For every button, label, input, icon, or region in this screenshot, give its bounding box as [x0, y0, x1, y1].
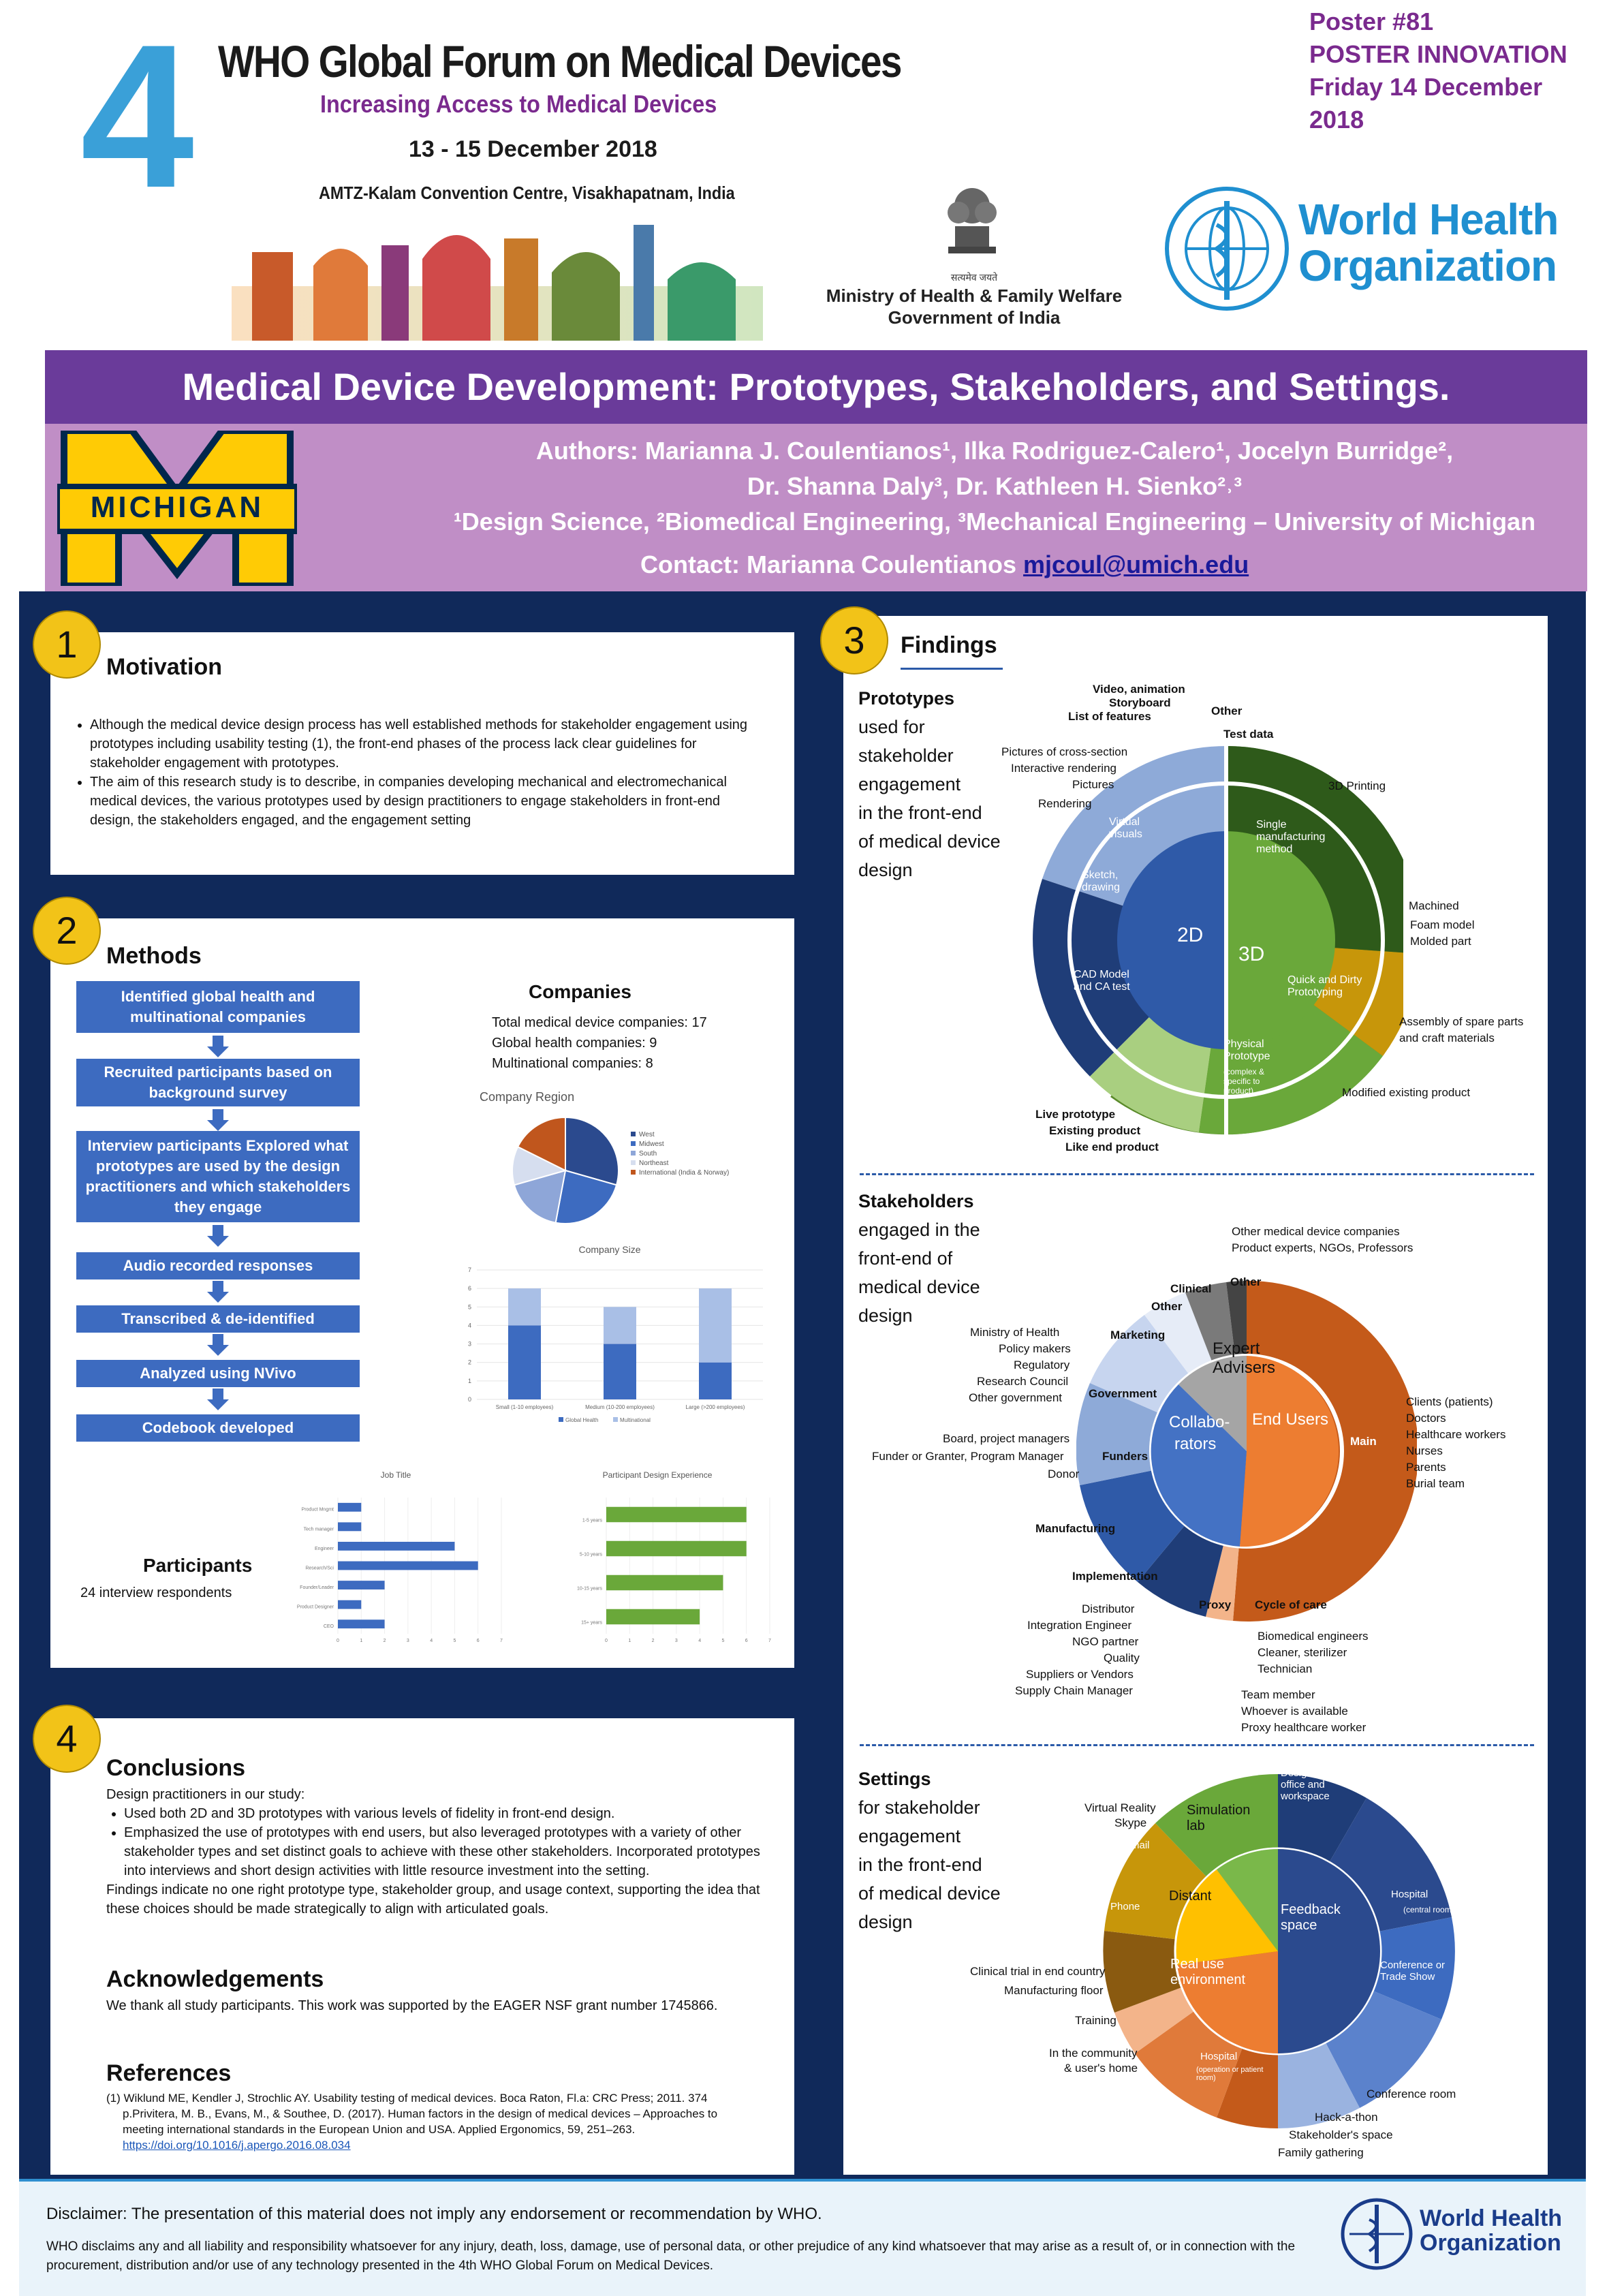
tick-label: 1: [467, 1377, 471, 1384]
stake-label: Whoever is available: [1241, 1705, 1348, 1718]
settings-label: Clinical trial in end country: [970, 1965, 1106, 1978]
legend-label: South: [639, 1150, 657, 1158]
proto-label: Foam model: [1410, 918, 1475, 931]
category-label: Large (>200 employees): [685, 1404, 745, 1410]
legend-swatch: [631, 1151, 636, 1155]
ministry-motto: सत्यमेव जयते: [950, 272, 998, 283]
bar: [699, 1363, 732, 1399]
who-footer-name: [1420, 2206, 1562, 2255]
reference-item: p.Privitera, M. B., Evans, M., & Southee, D. (2017). Human factors in the design of medical devices – Approaches to meeting international standards in the European Union and USA. Applied Ergonomics, 59, 251–263.: [123, 2107, 718, 2136]
method-step: Recruited participants based on background survey: [76, 1059, 360, 1106]
forum-dates: 13 - 15 December 2018: [409, 136, 657, 162]
settings-inner: Real use environment: [1170, 1957, 1246, 1987]
settings-segment: (operation or patient room): [1196, 2066, 1264, 2082]
michigan-logo: [57, 431, 297, 586]
ministry-line2: Government of India: [888, 307, 1061, 328]
method-step: Audio recorded responses: [76, 1252, 360, 1279]
stake-label: Clients (patients): [1406, 1395, 1493, 1408]
tick-label: 6: [476, 1639, 480, 1643]
category-label: Research/Sci: [305, 1566, 334, 1571]
proto-label: Storyboard: [1109, 696, 1171, 709]
forum-title: WHO Global Forum on Medical Devices: [218, 36, 901, 87]
bar: [508, 1325, 541, 1399]
settings-line: design: [858, 1912, 913, 1932]
chart-title: Company Region: [480, 1090, 575, 1104]
settings-label: Skype: [1114, 1816, 1147, 1829]
conclusions-intro: Design practitioners in our study:: [106, 1787, 305, 1802]
methods-heading: Methods: [106, 943, 202, 969]
category-label: Medium (10-200 employees): [585, 1404, 655, 1410]
settings-segment: Email: [1124, 1840, 1150, 1851]
bar: [338, 1542, 454, 1551]
india-emblem-icon: [935, 179, 1010, 271]
proto-segment: Single manufacturing method: [1256, 819, 1326, 855]
stake-label: Technician: [1258, 1662, 1313, 1675]
chart-title: Job Title: [380, 1470, 411, 1480]
legend-label: West: [639, 1131, 655, 1138]
disclaimer-liability: WHO disclaims any and all liability and responsibility whatsoever for any injury, death, loss, damage, use of personal data, or other prejudice of any kind whatsoever that may arise as a result of, or in connection with the procurement, distribution and/or use of any technology presented in the 4th WHO Global Forum on Medical Devices.: [46, 2239, 1296, 2273]
conclusions-heading: Conclusions: [106, 1755, 246, 1781]
legend-swatch: [613, 1417, 618, 1422]
settings-label: Virtual Reality: [1084, 1801, 1156, 1814]
tick-label: 4: [698, 1639, 702, 1643]
proto-label: Machined: [1409, 899, 1459, 912]
prototypes-line: used for: [858, 717, 925, 737]
stake-segment: Manufacturing: [1035, 1522, 1116, 1535]
tick-label: 0: [337, 1639, 339, 1643]
poster-day: Friday 14 December: [1309, 73, 1543, 101]
prototypes-line: stakeholder: [858, 745, 954, 766]
bar: [338, 1600, 361, 1609]
stake-label: Distributor: [1082, 1602, 1135, 1615]
settings-segment: Conference or Trade Show: [1380, 1959, 1446, 1983]
settings-label: Hack-a-thon: [1315, 2111, 1378, 2124]
method-step: Identified global health and multinational companies: [76, 981, 360, 1033]
legend-swatch: [631, 1160, 636, 1165]
stake-label: Doctors: [1406, 1412, 1446, 1425]
settings-label: Family gathering: [1278, 2146, 1364, 2159]
tick-label: 2: [383, 1639, 386, 1643]
settings-segment: Hospital: [1200, 2051, 1238, 2062]
ministry-name: [817, 285, 1131, 328]
category-label: Engineer: [314, 1546, 334, 1551]
method-step: Interview participants Explored what prototypes are used by the design practitioners and which stakeholders they engage: [76, 1131, 360, 1222]
findings-heading-rule: [901, 668, 1003, 670]
contact: [640, 550, 1249, 579]
proto-label: Pictures: [1072, 778, 1114, 791]
legend-label: International (India & Norway): [639, 1169, 730, 1177]
poster-info: [1309, 5, 1582, 136]
category-label: 1-5 years: [582, 1518, 602, 1523]
tick-label: 0: [605, 1639, 608, 1643]
affiliations: ¹Design Science, ²Biomedical Engineering, ³Mechanical Engineering – University of Michigan: [453, 508, 1536, 536]
stake-label: Ministry of Health: [970, 1326, 1060, 1339]
stake-label: Research Council: [977, 1375, 1069, 1388]
conclusions-bullet: • Used both 2D and 3D prototypes with various levels of fidelity in front-end design.: [124, 1804, 767, 1823]
proto-label: Live prototype: [1035, 1108, 1116, 1121]
stake-inner: Expert Advisers: [1213, 1339, 1276, 1377]
stake-inner: Collabo-: [1169, 1413, 1230, 1431]
bar: [699, 1288, 732, 1363]
poster-title: Medical Device Development: Prototypes, Stakeholders, and Settings.: [45, 350, 1587, 424]
proto-label: Video, animation: [1093, 683, 1185, 696]
stake-label: Supply Chain Manager: [1015, 1684, 1133, 1697]
legend-label: Multinational: [620, 1417, 651, 1423]
authors-block: [436, 433, 1553, 540]
stakeholders-line: engaged in the: [858, 1220, 980, 1240]
stake-segment: Other: [1151, 1300, 1183, 1313]
proto-label: Other: [1211, 704, 1243, 717]
method-step: Analyzed using NVivo: [76, 1360, 360, 1387]
poster-number: Poster #81: [1309, 7, 1434, 35]
prototypes-subheading: [858, 684, 1001, 884]
proto-segment: CAD Model and CA test: [1074, 969, 1130, 993]
proto-label: Interactive rendering: [1011, 762, 1116, 775]
tick-label: 3: [467, 1340, 471, 1348]
settings-inner: Feedback space: [1281, 1902, 1341, 1933]
company-region-chart: [470, 1090, 783, 1240]
settings-segment: Designer's office and workspace: [1281, 1767, 1330, 1802]
stake-segment: Government: [1089, 1387, 1157, 1400]
chart-title: Company Size: [578, 1244, 641, 1255]
chart-title: Participant Design Experience: [602, 1470, 713, 1480]
motivation-heading: Motivation: [106, 654, 222, 680]
tick-label: 7: [768, 1639, 771, 1643]
category-label: 5-10 years: [579, 1552, 602, 1557]
stake-inner: rators: [1174, 1435, 1217, 1453]
prototypes-line: engagement: [858, 774, 961, 794]
tick-label: 7: [467, 1267, 471, 1273]
who-footer-line2: Organization: [1420, 2230, 1561, 2256]
category-label: Product Designer: [296, 1604, 334, 1610]
category-label: CEO: [323, 1624, 334, 1630]
forum-logo-number: 4: [80, 1, 194, 230]
stake-segment: Marketing: [1110, 1329, 1166, 1341]
proto-label: and craft materials: [1399, 1031, 1495, 1044]
tick-label: 3: [674, 1639, 678, 1643]
tick-label: 7: [500, 1639, 503, 1643]
stake-label: Proxy healthcare worker: [1241, 1721, 1367, 1734]
settings-segment: Phone: [1110, 1901, 1140, 1912]
authors-line1: Authors: Marianna J. Coulentianos¹, Ilka Rodriguez-Calero¹, Jocelyn Burridge²,: [535, 437, 1454, 465]
findings-divider: [860, 1744, 1534, 1746]
stake-label: Nurses: [1406, 1444, 1443, 1457]
method-step: Transcribed & de-identified: [76, 1305, 360, 1333]
company-size-chart: [450, 1244, 770, 1442]
settings-label: Training: [1075, 2014, 1116, 2027]
bar: [606, 1609, 700, 1625]
stake-label: Cleaner, sterilizer: [1258, 1646, 1347, 1659]
stakeholders-line: front-end of: [858, 1248, 953, 1269]
proto-label: List of features: [1068, 710, 1151, 723]
settings-inner: Simulation lab: [1187, 1803, 1251, 1833]
bar: [606, 1507, 747, 1523]
proto-label: Assembly of spare parts: [1399, 1015, 1524, 1028]
legend-swatch: [631, 1170, 636, 1175]
tick-label: 6: [467, 1285, 471, 1292]
settings-label: In the community: [1049, 2047, 1138, 2060]
proto-label: Like end product: [1065, 1141, 1159, 1153]
motivation-bullet: • Although the medical device design process has well established methods for stakeholder engagement using prototypes including usability testing (1), the front-end phases of the process lack clear guidelines for stakeholder engagement with prototypes.: [90, 715, 759, 773]
bar: [338, 1619, 385, 1628]
settings-label: Manufacturing floor: [1004, 1984, 1104, 1997]
settings-line: engagement: [858, 1826, 961, 1846]
who-line1: World Health: [1298, 195, 1559, 244]
section-number-2: 2: [33, 897, 101, 965]
conclusions-bullet: • Emphasized the use of prototypes with end users, but also leveraged prototypes with a variety of other stakeholder types and set distinct goals to achieve with these other stakeholders. Incorporated prototypes into interviews and short design activities with little resource investment into the setting.: [124, 1823, 767, 1880]
stake-label: Team member: [1241, 1688, 1315, 1701]
settings-label: & user's home: [1064, 2062, 1138, 2075]
legend-swatch: [631, 1141, 636, 1146]
who-emblem-icon: [1162, 184, 1292, 313]
reference-link[interactable]: https://doi.org/10.1016/j.apergo.2016.08.034: [123, 2139, 351, 2152]
acknowledgements-text: We thank all study participants. This work was supported by the EAGER NSF grant number 1745866.: [106, 1998, 718, 2013]
prototypes-line: design: [858, 860, 913, 880]
stake-segment: Clinical: [1170, 1282, 1212, 1295]
references-heading: References: [106, 2060, 232, 2086]
stake-label: Product experts, NGOs, Professors: [1232, 1241, 1414, 1254]
stake-segment: Cycle of care: [1255, 1598, 1327, 1611]
settings-inner: Distant: [1169, 1889, 1212, 1904]
proto-3d: 3D: [1238, 943, 1265, 965]
proto-segment: Virtual visuals: [1109, 816, 1142, 840]
proto-segment: (complex & specific to product): [1223, 1067, 1265, 1096]
category-label: Founder/Leader: [300, 1585, 334, 1590]
tick-label: 4: [430, 1639, 433, 1643]
references-text: [106, 2090, 753, 2153]
settings-segment: (central room): [1403, 1905, 1454, 1914]
companies-line: Total medical device companies: 17: [492, 1015, 707, 1030]
stake-label: Integration Engineer: [1027, 1619, 1132, 1632]
tick-label: 1: [360, 1639, 363, 1643]
proto-label: Pictures of cross-section: [1001, 745, 1128, 758]
section-number-1: 1: [33, 610, 101, 679]
category-label: 15+ years: [581, 1620, 602, 1626]
bar: [338, 1562, 478, 1570]
settings-sunburst: [1094, 1767, 1462, 2135]
settings-label: Conference room: [1367, 2088, 1456, 2100]
legend-label: Midwest: [639, 1141, 664, 1148]
proto-segment: Quick and Dirty Prototyping: [1287, 974, 1362, 998]
tick-label: 5: [467, 1303, 471, 1311]
proto-label: Rendering: [1038, 797, 1092, 810]
proto-label: Molded part: [1410, 935, 1471, 948]
tick-label: 2: [467, 1359, 471, 1366]
design-experience-chart: [538, 1470, 777, 1654]
ministry-line1: Ministry of Health & Family Welfare: [826, 285, 1123, 306]
proto-2d: 2D: [1177, 924, 1204, 946]
bar: [606, 1575, 723, 1591]
conclusions-findings: Findings indicate no one right prototype type, stakeholder group, and usage context, supporting the idea that these choices should be made strategically to align with articulated goals.: [106, 1882, 760, 1917]
settings-line: for stakeholder: [858, 1797, 980, 1818]
settings-line: in the front-end: [858, 1855, 982, 1875]
disclaimer-main: Disclaimer: The presentation of this material does not imply any endorsement or recommendation by WHO.: [46, 2205, 822, 2223]
stake-segment: Other: [1230, 1275, 1262, 1288]
contact-label: Contact: Marianna Coulentianos: [640, 550, 1024, 578]
stake-label: Biomedical engineers: [1258, 1630, 1369, 1643]
stake-segment: Main: [1350, 1435, 1377, 1448]
forum-logo: [80, 1, 237, 230]
legend-swatch: [631, 1132, 636, 1136]
who-footer-line1: World Health: [1420, 2205, 1563, 2231]
bar: [338, 1503, 361, 1512]
bar: [338, 1581, 385, 1589]
category-label: Small (1-10 employees): [495, 1404, 554, 1410]
bar: [338, 1522, 361, 1531]
motivation-text: [71, 715, 759, 830]
stakeholders-line: design: [858, 1305, 913, 1326]
contact-email-link[interactable]: mjcoul@umich.edu: [1023, 550, 1249, 578]
stake-label: Other government: [969, 1391, 1063, 1404]
section-number-3: 3: [820, 606, 888, 674]
stake-label: Burial team: [1406, 1477, 1465, 1490]
stakeholders-subheading: [858, 1187, 980, 1330]
participants-text: 24 interview respondents: [80, 1585, 232, 1600]
settings-title: Settings: [858, 1769, 931, 1789]
proto-label: 3D Printing: [1328, 779, 1386, 792]
section-number-4: 4: [33, 1705, 101, 1773]
job-title-chart: [270, 1470, 522, 1654]
proto-segment: Sketch, drawing: [1082, 869, 1121, 893]
tick-label: 2: [651, 1639, 655, 1643]
footer-rule: [19, 2179, 1586, 2182]
skyline-illustration: [232, 204, 763, 341]
tick-label: 5: [721, 1639, 725, 1643]
tick-label: 6: [745, 1639, 748, 1643]
stake-label: Healthcare workers: [1406, 1428, 1506, 1441]
stake-segment: Funders: [1102, 1450, 1149, 1463]
tick-label: 3: [406, 1639, 409, 1643]
stake-segment: Proxy: [1199, 1598, 1232, 1611]
acknowledgements-heading: Acknowledgements: [106, 1966, 324, 1992]
tick-label: 0: [467, 1396, 471, 1403]
companies-line: Multinational companies: 8: [492, 1056, 653, 1071]
conclusions-text: [106, 1785, 767, 1919]
stakeholders-title: Stakeholders: [858, 1191, 974, 1211]
tick-label: 4: [467, 1322, 471, 1329]
reference-item: (1) Wiklund ME, Kendler J, Strochlic AY. Usability testing of medical devices. Boca Raton, Fl.a: CRC Press; 2011. 374: [106, 2092, 708, 2105]
companies-line: Global health companies: 9: [492, 1036, 657, 1051]
forum-subtitle: Increasing Access to Medical Devices: [320, 90, 717, 118]
proto-label: Existing product: [1049, 1124, 1141, 1137]
bar: [604, 1307, 636, 1344]
stake-label: Other medical device companies: [1232, 1225, 1400, 1238]
bar: [606, 1541, 747, 1557]
companies-text: [492, 1012, 778, 1074]
legend-swatch: [559, 1417, 563, 1422]
settings-label: Stakeholder's space: [1289, 2128, 1393, 2141]
stakeholders-line: medical device: [858, 1277, 980, 1297]
legend-label: Global Health: [565, 1417, 599, 1423]
stake-label: Parents: [1406, 1461, 1446, 1474]
stake-label: Regulatory: [1014, 1359, 1070, 1371]
proto-label: Test data: [1223, 728, 1274, 741]
stake-label: Policy makers: [999, 1342, 1071, 1355]
tick-label: 5: [453, 1639, 456, 1643]
category-label: Tech manager: [303, 1527, 334, 1532]
method-step: Codebook developed: [76, 1414, 360, 1442]
settings-segment: Hospital: [1391, 1889, 1428, 1900]
legend-label: Northeast: [639, 1160, 669, 1167]
settings-subheading: [858, 1765, 1001, 1936]
forum-venue: AMTZ-Kalam Convention Centre, Visakhapatnam, India: [319, 183, 735, 203]
prototypes-line: in the front-end: [858, 803, 982, 823]
participants-heading: Participants: [143, 1555, 253, 1576]
stake-label: Quality: [1104, 1651, 1140, 1664]
bar: [508, 1288, 541, 1325]
category-label: Product Mngmt: [301, 1507, 334, 1512]
motivation-bullet: • The aim of this research study is to describe, in companies developing mechanical and electromechanical medical devices, the various prototypes used by design practitioners to engage stakeholders in front-end design, the stakeholders engaged, and the engagement setting: [90, 773, 759, 830]
who-footer-emblem-icon: [1339, 2197, 1414, 2271]
settings-line: of medical device: [858, 1883, 1001, 1904]
prototypes-line: of medical device: [858, 831, 1001, 852]
stake-label: Board, project managers: [943, 1432, 1070, 1445]
stake-label: Funder or Granter, Program Manager: [872, 1450, 1064, 1463]
who-name: [1298, 196, 1559, 289]
companies-heading: Companies: [529, 981, 631, 1002]
stake-label: Suppliers or Vendors: [1026, 1668, 1134, 1681]
findings-heading: Findings: [901, 632, 997, 658]
michigan-wordmark: MICHIGAN: [90, 491, 264, 524]
method-arrows: [204, 1033, 232, 1414]
category-label: 10-15 years: [577, 1586, 602, 1592]
findings-divider: [860, 1173, 1534, 1175]
proto-label: Modified existing product: [1342, 1086, 1471, 1099]
proto-segment: Physical Prototype: [1223, 1038, 1270, 1062]
stake-label: NGO partner: [1072, 1635, 1139, 1648]
tick-label: 1: [628, 1639, 631, 1643]
poster-year: 2018: [1309, 106, 1364, 134]
stake-inner: End Users: [1252, 1410, 1329, 1429]
stake-label: Donor: [1048, 1468, 1080, 1480]
stake-segment: Implementation: [1072, 1570, 1158, 1583]
bar: [604, 1344, 636, 1399]
poster-category: POSTER INNOVATION: [1309, 40, 1567, 68]
prototypes-title: Prototypes: [858, 688, 955, 709]
who-line2: Organization: [1298, 241, 1557, 290]
authors-line2: Dr. Shanna Daly³, Dr. Kathleen H. Sienko²˒³: [747, 472, 1243, 500]
